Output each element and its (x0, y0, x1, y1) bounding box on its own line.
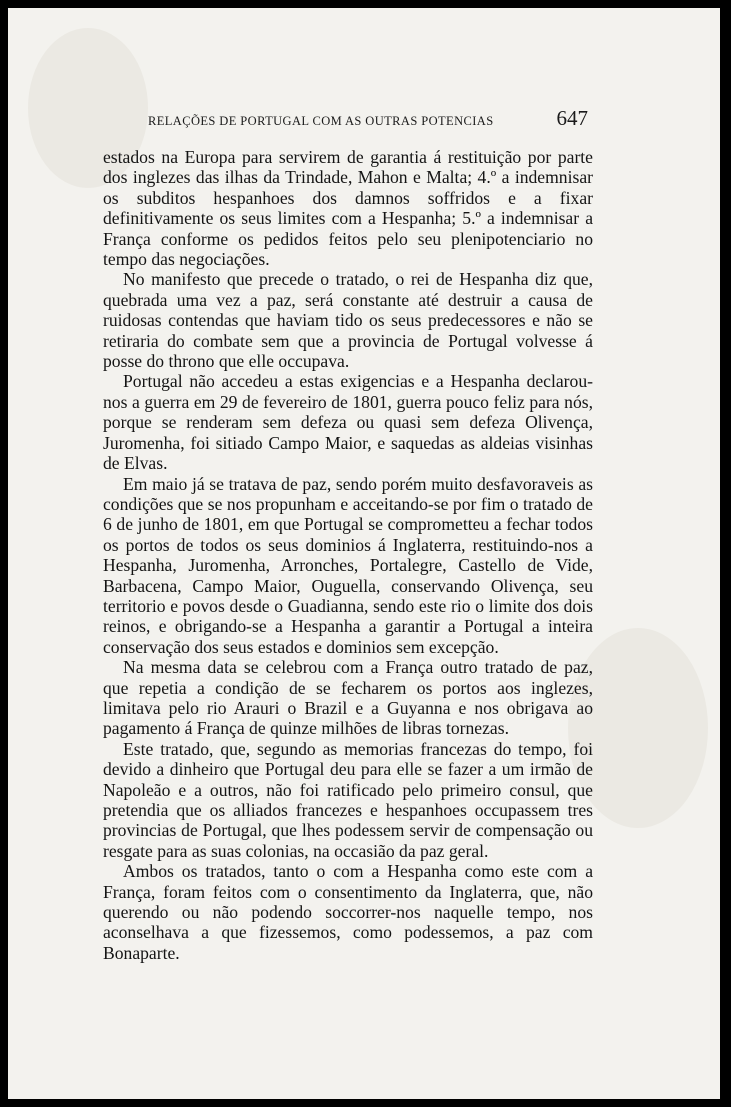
paragraph: Portugal não accedeu a estas exigencias e a Hespanha declarou-nos a guerra em 29 de fevereiro de 1801, guerra pouco feliz para nós, porque se renderam sem defeza ou quasi sem defeza Olivença, Juromenha, foi sitiado Campo Maior, e saquedas as aldeias visinhas de Elvas. (103, 371, 593, 474)
book-page (8, 8, 720, 1099)
paragraph: No manifesto que precede o tratado, o rei de Hespanha diz que, quebrada uma vez a paz, será constante até destruir a causa de ruidosas contendas que haviam tido os seus predecessores e não se retiraria do combate sem que a provincia de Portugal volvesse á posse do throno que elle occupava. (103, 269, 593, 372)
paragraph: Na mesma data se celebrou com a França outro tratado de paz, que repetia a condição de se fecharem os portos aos inglezes, limitava pelo rio Arauri o Brazil e a Guyanna e nos obrigava ao pagamento á França de quinze milhões de libras tornezas. (103, 657, 593, 739)
running-title: RELAÇÕES DE PORTUGAL COM AS OUTRAS POTENCIAS (148, 114, 494, 128)
paragraph: Ambos os tratados, tanto o com a Hespanha como este com a França, foram feitos com o consentimento da Inglaterra, que, não querendo ou não podendo soccorrer-nos naquelle tempo, nos aconselhava a que fizessemos, como podessemos, a paz com Bonaparte. (103, 861, 593, 963)
paragraph: estados na Europa para servirem de garantia á restituição por parte dos inglezes das ilhas da Trindade, Mahon e Malta; 4.º a indemnisar os subditos hespanhoes dos damnos soffridos e a fixar definitivamente os seus limites com a Hespanha; 5.º a indemnisar a França conforme os pedidos feitos pelo seu plenipotenciario no tempo das negociações. (103, 147, 593, 270)
page-number: 647 (556, 106, 588, 130)
paragraph: Este tratado, que, segundo as memorias francezas do tempo, foi devido a dinheiro que Portugal deu para elle se fazer a um irmão de Napoleão e a outros, não foi ratificado pelo primeiro consul, que pretendia que os alliados francezes e hespanhoes occupassem tres provincias de Portugal, que lhes podessem servir de compensação ou resgate para as suas colonias, na occasião da paz geral. (103, 738, 593, 861)
running-head (148, 106, 588, 131)
body-text (103, 147, 593, 963)
paragraph: Em maio já se tratava de paz, sendo porém muito desfavoraveis as condições que se nos propunham e acceitando-se por fim o tratado de 6 de junho de 1801, em que Portugal se comprometteu a fechar todos os portos de todos os seus dominios á Inglaterra, restituindo-nos a Hespanha, Juromenha, Arronches, Portalegre, Castello de Vide, Barbacena, Campo Maior, Ouguella, conservando Olivença, seu territorio e povos desde o Guadianna, sendo este rio o limite dos dois reinos, e obrigando-se a Hespanha a garantir a Portugal a inteira conservação dos seus estados e dominios sem excepção. (103, 473, 593, 657)
